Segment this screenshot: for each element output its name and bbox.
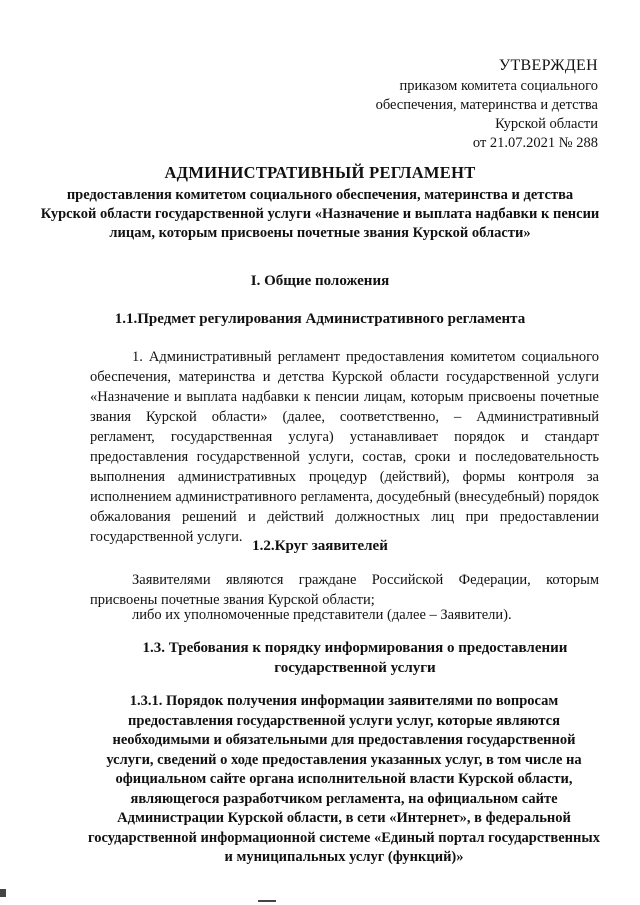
approval-title: УТВЕРЖДЕН bbox=[498, 57, 598, 74]
scan-artifact-left bbox=[0, 889, 6, 897]
document-title-sub: предоставления комитетом социального обеспечения, материнства и детства Курской области государственной услуги «Назначение и выплата надбавки к пенсии лицам, которым присвоены почетные звания Курской области» bbox=[40, 187, 600, 241]
scan-artifact-bottom bbox=[258, 900, 276, 902]
subsection-1-3-1-heading: 1.3.1. Порядок получения информации заявителями по вопросам предоставления государственной услуги услуг, которые являются необходимыми и обязательными для предоставления государственной услуги, сведений о ходе предоставления указанных услуг, в том числе на официальном сайте органа исполнительной власти Курской области, являющегося разработчиком регламента, на официальном сайте Администрации Курской области, в сети «Интернет», в федеральной государственной информационной системе «Единый портал государственных и муниципальных услуг (функций)» bbox=[88, 693, 600, 865]
subsection-1-2-paragraph-2: либо их уполномоченные представители (далее – Заявители). bbox=[132, 607, 512, 623]
approval-stamp bbox=[376, 56, 598, 153]
document-title bbox=[40, 162, 600, 243]
section-1-heading: I. Общие положения bbox=[250, 273, 390, 289]
approval-line-2: обеспечения, материнства и детства bbox=[375, 97, 598, 113]
subsection-1-1-heading: 1.1.Предмет регулирования Административного регламента bbox=[114, 311, 526, 327]
document-title-main: АДМИНИСТРАТИВНЫЙ РЕГЛАМЕНТ bbox=[164, 163, 476, 182]
subsection-1-3-heading: 1.3. Требования к порядку информирования о предоставлении государственной услуги bbox=[142, 640, 568, 676]
approval-line-4: от 21.07.2021 № 288 bbox=[472, 135, 598, 151]
approval-line-1: приказом комитета социального bbox=[399, 78, 598, 94]
subsection-1-2-heading: 1.2.Круг заявителей bbox=[252, 538, 388, 554]
subsection-1-1-paragraph: 1. Административный регламент предоставления комитетом социального обеспечения, материнства и детства Курской области государственной услуги «Назначение и выплата надбавки к пенсии лицам, которым присвоены почетные звания Курской области» (далее, соответственно, – Административный регламент, государственная услуга) устанавливает порядок и стандарт предоставления государственной услуги, состав, сроки и последовательность выполнения административных процедур (действий), формы контроля за исполнением административного регламента, досудебный (внесудебный) порядок обжалования решений и действий должностных лиц при предоставлении государственной услуги. bbox=[90, 349, 599, 545]
approval-line-3: Курской области bbox=[495, 116, 598, 132]
subsection-1-2-paragraph-1: Заявителями являются граждане Российской Федерации, которым присвоены почетные звания Курской области; bbox=[90, 572, 599, 608]
